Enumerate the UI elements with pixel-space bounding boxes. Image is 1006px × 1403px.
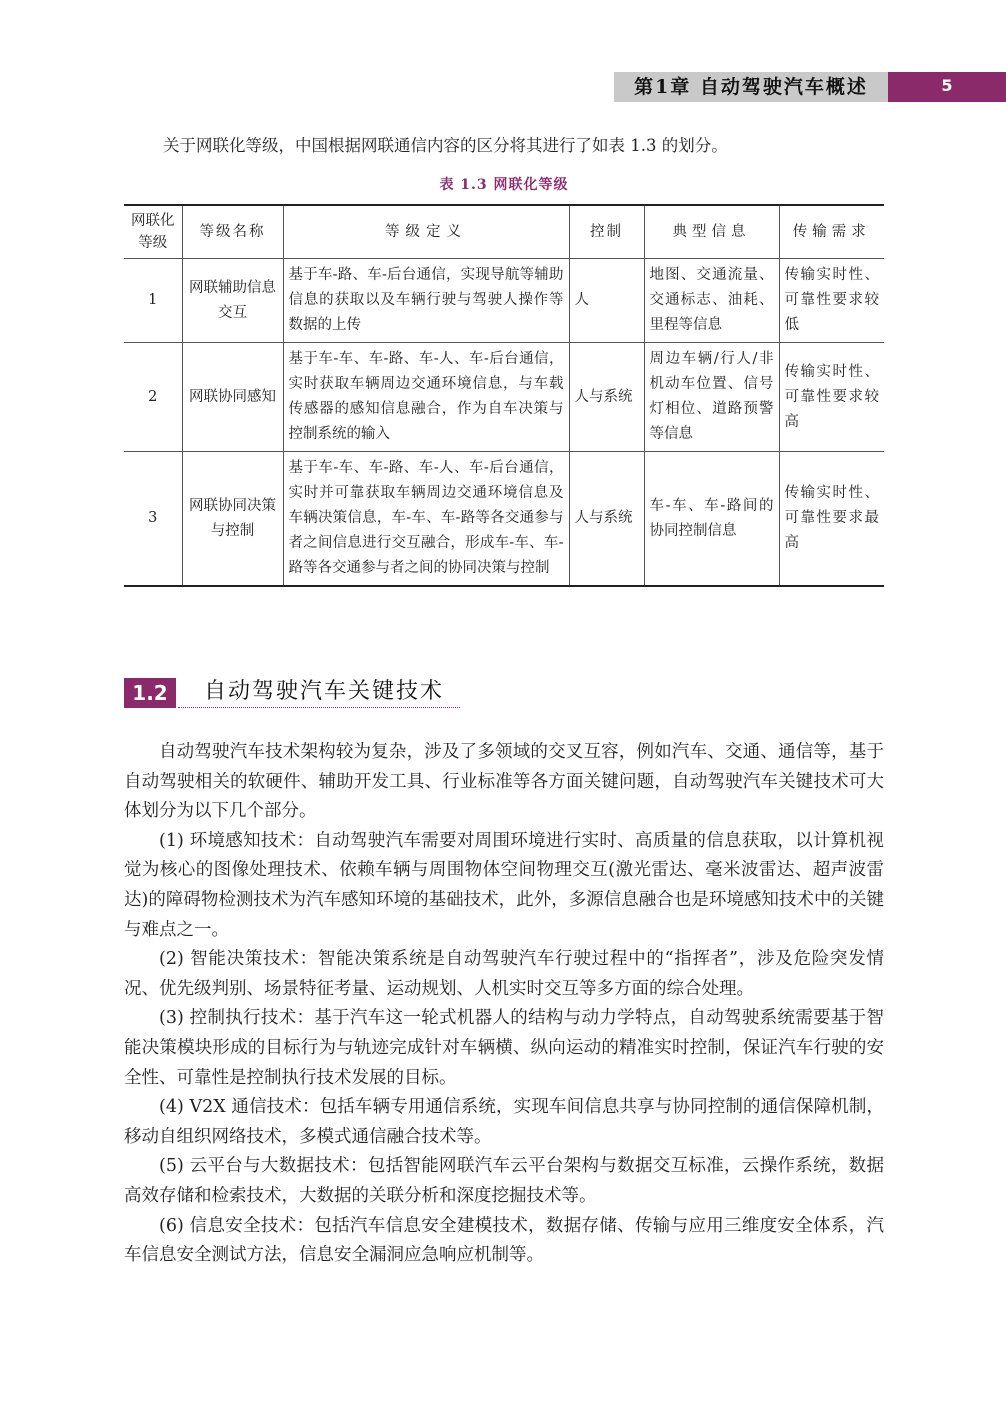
body-paragraph: (2) 智能决策技术：智能决策系统是自动驾驶汽车行驶过程中的“指挥者”，涉及危险突发情况、优先级判别、场景特征考量、运动规划、人机实时交互等多方面的综合处理。: [124, 949, 884, 999]
col-header-info: 典型信息: [644, 205, 779, 259]
table-row: [124, 343, 884, 452]
cell-transfer: 传输实时性、可靠性要求较高: [779, 343, 884, 452]
cell-control: 人与系统: [569, 343, 644, 452]
body-paragraph: (4) V2X 通信技术：包括车辆专用通信系统，实现车间信息共享与协同控制的通信保障机制，移动自组织网络技术，多模式通信融合技术等。: [124, 1097, 884, 1147]
intro-sentence: 关于网联化等级，中国根据网联通信内容的区分将其进行了如表 1.3 的划分。: [163, 136, 728, 155]
cell-name: 网联辅助信息交互: [182, 259, 283, 343]
cell-name: 网联协同感知: [182, 343, 283, 452]
cell-info: 车-车、车-路间的协同控制信息: [644, 452, 779, 587]
cell-info: 周边车辆/行人/非机动车位置、信号灯相位、道路预警等信息: [644, 343, 779, 452]
cell-level: 2: [124, 343, 182, 452]
section-body: [124, 738, 884, 1271]
table-row: [124, 452, 884, 587]
col-header-name: 等级名称: [182, 205, 283, 259]
table-row: [124, 259, 884, 343]
cell-definition: 基于车-车、车-路、车-人、车-后台通信，实时并可靠获取车辆周边交通环境信息及车辆决策信息，车-车、车-路等各交通参与者之间信息进行交互融合，形成车-车、车-路等各交通参与者之间的协同决策与控制: [283, 452, 569, 587]
body-paragraph: (1) 环境感知技术：自动驾驶汽车需要对周围环境进行实时、高质量的信息获取，以计算机视觉为核心的图像处理技术、依赖车辆与周围物体空间物理交互(激光雷达、毫米波雷达、超声波雷达)的障碍物检测技术为汽车感知环境的基础技术，此外，多源信息融合也是环境感知技术中的关键与难点之一。: [124, 830, 884, 940]
body-paragraph: (6) 信息安全技术：包括汽车信息安全建模技术，数据存储、传输与应用三维度安全体系，汽车信息安全测试方法，信息安全漏洞应急响应机制等。: [124, 1215, 884, 1266]
table-header-row: [124, 205, 884, 259]
col-header-control: 控制: [569, 205, 644, 259]
cell-level: 3: [124, 452, 182, 587]
chapter-title: 第1章 自动驾驶汽车概述: [614, 72, 888, 102]
col-header-level: 网联化等级: [124, 205, 182, 259]
col-header-transfer: 传输需求: [779, 205, 884, 259]
cell-info: 地图、交通流量、交通标志、油耗、里程等信息: [644, 259, 779, 343]
body-paragraph: 自动驾驶汽车技术架构较为复杂，涉及了多领域的交叉互容，例如汽车、交通、通信等，基于自动驾驶相关的软硬件、辅助开发工具、行业标准等各方面关键问题，自动驾驶汽车关键技术可大体划分为以下几个部分。: [124, 742, 884, 822]
section-title: 自动驾驶汽车关键技术: [204, 679, 445, 704]
cell-transfer: 传输实时性、可靠性要求较低: [779, 259, 884, 343]
cell-control: 人与系统: [569, 452, 644, 587]
cell-definition: 基于车-路、车-后台通信，实现导航等辅助信息的获取以及车辆行驶与驾驶人操作等数据的上传: [283, 259, 569, 343]
cell-name: 网联协同决策与控制: [182, 452, 283, 587]
body-paragraph: (3) 控制执行技术：基于汽车这一轮式机器人的结构与动力学特点，自动驾驶系统需要基于智能决策模块形成的目标行为与轨迹完成针对车辆横、纵向运动的精准实时控制，保证汽车行驶的安全性、可靠性是控制执行技术发展的目标。: [124, 1008, 884, 1088]
page-number: 5: [888, 72, 1006, 102]
col-header-definition: 等级定义: [283, 205, 569, 259]
section-title-underline: [178, 707, 460, 708]
section-number: 1.2: [124, 678, 176, 708]
connectivity-level-table: [124, 204, 884, 587]
table-caption: 表 1.3 网联化等级: [439, 177, 569, 193]
body-paragraph: (5) 云平台与大数据技术：包括智能网联汽车云平台架构与数据交互标准，云操作系统，数据高效存储和检索技术，大数据的关联分析和深度挖掘技术等。: [124, 1156, 884, 1206]
running-header: [614, 72, 1006, 102]
cell-transfer: 传输实时性、可靠性要求最高: [779, 452, 884, 587]
cell-definition: 基于车-车、车-路、车-人、车-后台通信，实时获取车辆周边交通环境信息，与车载传感器的感知信息融合，作为自车决策与控制系统的输入: [283, 343, 569, 452]
cell-level: 1: [124, 259, 182, 343]
cell-control: 人: [569, 259, 644, 343]
